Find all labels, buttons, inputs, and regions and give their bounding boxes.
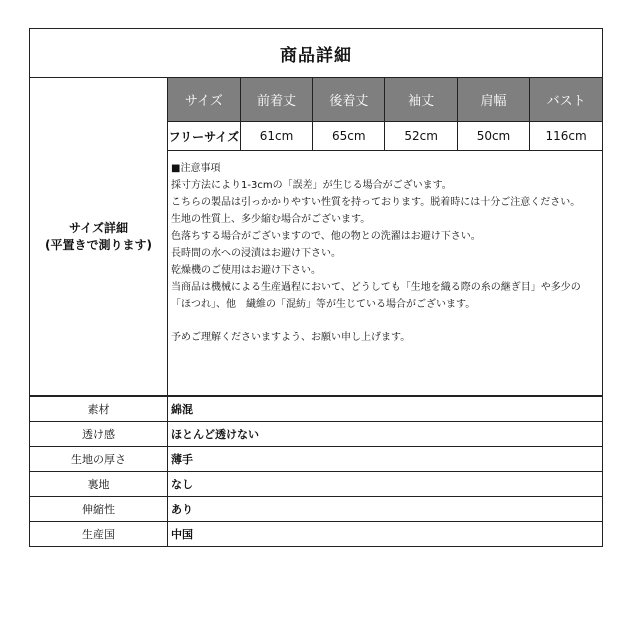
measurement-header-row <box>168 78 602 122</box>
note-line: 長時間の水への浸漬はお避け下さい。 <box>171 248 341 259</box>
property-key-lining: 裏地 <box>30 472 168 497</box>
header-size: サイズ <box>168 78 240 122</box>
property-row <box>30 522 602 547</box>
header-sleeve-length: 袖丈 <box>385 78 457 122</box>
value-back-length: 65cm <box>313 122 385 151</box>
property-key-stretch: 伸縮性 <box>30 497 168 522</box>
note-line: 当商品は機械による生産過程において、どうしても「生地を織る際の糸の継ぎ目」や多少の「ほつれ」、他 繊維の「混紡」等が生じている場合がございます。 <box>171 282 581 310</box>
size-detail-label-line1: サイズ詳細 <box>68 220 129 235</box>
closing-note: 予めご理解くださいますよう、お願い申し上げます。 <box>171 332 411 343</box>
property-value-material: 綿混 <box>168 397 603 422</box>
property-row <box>30 472 602 497</box>
note-line: こちらの製品は引っかかりやすい性質を持っております。脱着時には十分ご注意ください。 <box>171 197 581 208</box>
size-detail-section <box>30 78 602 397</box>
note-line: ■注意事項 <box>171 163 221 174</box>
page-title: 商品詳細 <box>30 29 602 78</box>
size-detail-content <box>168 78 602 395</box>
property-value-stretch: あり <box>168 497 603 522</box>
property-key-thickness: 生地の厚さ <box>30 447 168 472</box>
value-bust: 116cm <box>530 122 602 151</box>
property-row <box>30 497 602 522</box>
note-line: 乾燥機のご使用はお避け下さい。 <box>171 265 321 276</box>
property-value-thickness: 薄手 <box>168 447 603 472</box>
value-size: フリーサイズ <box>168 122 240 151</box>
property-key-sheerness: 透け感 <box>30 422 168 447</box>
property-value-lining: なし <box>168 472 603 497</box>
note-line: 色落ちする場合がございますので、他の物との洗濯はお避け下さい。 <box>171 231 481 242</box>
property-row <box>30 397 602 422</box>
property-table <box>30 397 602 546</box>
note-line: 採寸方法により1-3cmの「誤差」が生じる場合がございます。 <box>171 180 452 191</box>
size-detail-label-line2: (平置きで測ります) <box>45 237 152 252</box>
care-notes <box>168 151 602 395</box>
measurement-table <box>168 78 602 151</box>
property-value-origin: 中国 <box>171 528 193 541</box>
header-shoulder-width: 肩幅 <box>457 78 529 122</box>
property-key-origin: 生産国 <box>30 522 168 547</box>
property-row <box>30 422 602 447</box>
size-detail-label <box>30 78 168 395</box>
header-front-length: 前着丈 <box>240 78 312 122</box>
note-line: 生地の性質上、多少縮む場合がございます。 <box>171 214 371 225</box>
value-sleeve-length: 52cm <box>385 122 457 151</box>
notes-spacer <box>171 313 598 329</box>
value-front-length: 61cm <box>240 122 312 151</box>
header-back-length: 後着丈 <box>313 78 385 122</box>
header-bust: バスト <box>530 78 602 122</box>
measurement-value-row <box>168 122 602 151</box>
product-detail-sheet <box>29 28 603 547</box>
property-row <box>30 447 602 472</box>
value-shoulder-width: 50cm <box>457 122 529 151</box>
property-value-sheerness: ほとんど透けない <box>168 422 603 447</box>
property-key-material: 素材 <box>30 397 168 422</box>
